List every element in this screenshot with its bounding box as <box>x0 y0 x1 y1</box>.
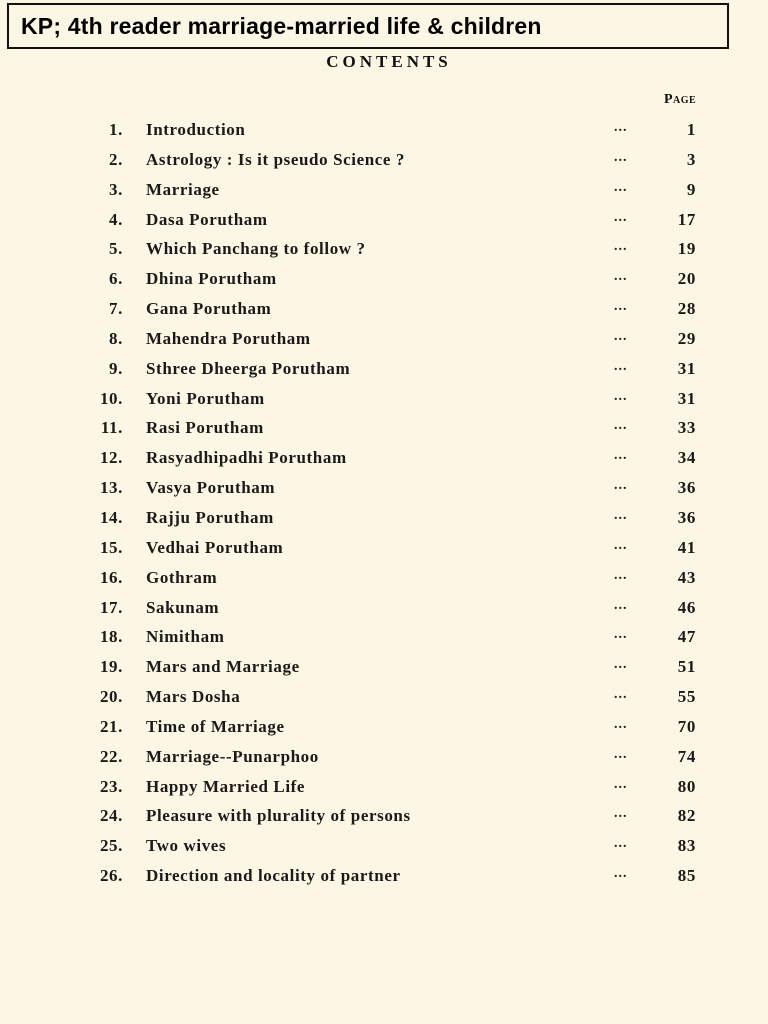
toc-entry-title: Two wives <box>146 836 227 856</box>
toc-entry-leader: ... <box>614 836 628 852</box>
toc-entry-page: 36 <box>677 478 696 498</box>
toc-entry-page: 55 <box>677 687 696 707</box>
toc-entry-page: 74 <box>677 746 696 766</box>
toc-entry-leader: ... <box>614 806 628 822</box>
toc-entry-number: 19. <box>99 657 123 677</box>
toc-entry-number: 4. <box>109 209 123 229</box>
toc-entry <box>0 386 768 416</box>
toc-entry-leader: ... <box>614 448 628 464</box>
toc-entry <box>0 207 768 237</box>
toc-entry-leader: ... <box>614 209 628 225</box>
toc-entry-number: 22. <box>99 746 123 766</box>
toc-entry-leader: ... <box>614 567 628 583</box>
title-box <box>7 3 729 49</box>
toc-entry-page: 1 <box>686 120 696 139</box>
toc-entry-page: 9 <box>686 179 696 199</box>
toc-entry-leader: ... <box>614 746 628 762</box>
toc-entry-title: Gothram <box>146 567 218 587</box>
toc-entry-page: 83 <box>677 836 696 856</box>
toc-entry-leader: ... <box>614 716 628 732</box>
toc-entry-leader: ... <box>614 507 628 523</box>
toc-entry-leader: ... <box>614 776 628 792</box>
toc-entry-leader: ... <box>614 866 628 882</box>
toc-entry-page: 3 <box>686 149 696 169</box>
toc-entry-page: 82 <box>677 806 696 826</box>
toc-entry-number: 14. <box>99 507 123 527</box>
toc-entry-title: Sthree Dheerga Porutham <box>146 358 351 378</box>
toc-entry-leader: ... <box>614 687 628 703</box>
toc-entry-title: Time of Marriage <box>146 716 285 736</box>
toc-entry-number: 24. <box>99 806 123 826</box>
toc-entry-title: Marriage <box>146 179 220 199</box>
toc-entry-title: Introduction <box>146 120 246 139</box>
toc-entry-leader: ... <box>614 358 628 374</box>
toc-entry-page: 17 <box>677 209 696 229</box>
toc-entry-title: Mars Dosha <box>146 687 241 707</box>
toc-entry-page: 33 <box>677 418 696 438</box>
toc-entry-title: Rasyadhipadhi Porutham <box>146 448 347 468</box>
toc-entry-number: 7. <box>109 299 123 319</box>
toc-entry-leader: ... <box>614 149 628 165</box>
toc-entry-title: Rajju Porutham <box>146 507 274 527</box>
toc-entry-number: 12. <box>99 448 123 468</box>
toc-entry <box>0 266 768 296</box>
toc-entry-title: Which Panchang to follow ? <box>146 239 366 259</box>
toc-entry <box>0 505 768 535</box>
toc-entry-number: 11. <box>100 418 123 438</box>
page-title: KP; 4th reader marriage-married life & children <box>21 12 542 39</box>
toc-entry-page: 85 <box>677 866 696 886</box>
toc-entry <box>0 863 768 893</box>
toc-entry-page: 46 <box>677 597 696 617</box>
toc-entry <box>0 177 768 207</box>
toc-entry <box>0 774 768 804</box>
toc-entry-title: Dasa Porutham <box>146 209 268 229</box>
toc-entry <box>0 744 768 774</box>
toc-entry-title: Mahendra Porutham <box>146 328 311 348</box>
toc-entry <box>0 147 768 177</box>
toc-entry <box>0 535 768 565</box>
toc-entry-number: 25. <box>99 836 123 856</box>
toc-entry-leader: ... <box>614 627 628 643</box>
toc-entry-title: Nimitham <box>146 627 225 647</box>
toc-entry-number: 3. <box>109 179 123 199</box>
toc-entry-number: 6. <box>109 269 123 289</box>
toc-entry-number: 16. <box>99 567 123 587</box>
toc-entry-number: 1. <box>109 120 123 139</box>
toc-entry-number: 18. <box>99 627 123 647</box>
toc-entry-page: 36 <box>677 507 696 527</box>
table-of-contents <box>0 117 768 893</box>
toc-entry-page: 51 <box>677 657 696 677</box>
toc-entry-leader: ... <box>614 657 628 673</box>
toc-entry <box>0 714 768 744</box>
toc-entry-page: 34 <box>677 448 696 468</box>
toc-entry-page: 70 <box>677 716 696 736</box>
toc-entry-title: Marriage--Punarphoo <box>146 746 319 766</box>
toc-entry-title: Direction and locality of partner <box>146 866 401 886</box>
toc-entry <box>0 415 768 445</box>
toc-entry-number: 13. <box>99 478 123 498</box>
toc-entry-number: 10. <box>99 388 123 408</box>
toc-entry-leader: ... <box>614 478 628 494</box>
page-column-heading: Page <box>664 92 697 107</box>
toc-entry-leader: ... <box>614 597 628 613</box>
toc-entry <box>0 326 768 356</box>
toc-entry <box>0 475 768 505</box>
toc-entry-title: Sakunam <box>146 597 220 617</box>
toc-entry <box>0 356 768 386</box>
toc-entry-title: Mars and Marriage <box>146 657 300 677</box>
toc-entry <box>0 117 768 147</box>
toc-entry-title: Astrology : Is it pseudo Science ? <box>146 149 406 169</box>
toc-entry <box>0 595 768 625</box>
toc-entry <box>0 803 768 833</box>
toc-entry-page: 20 <box>677 269 696 289</box>
toc-entry-title: Gana Porutham <box>146 299 272 319</box>
toc-entry-number: 20. <box>99 687 123 707</box>
toc-entry-page: 31 <box>677 388 696 408</box>
toc-entry-title: Dhina Porutham <box>146 269 277 289</box>
toc-entry-page: 31 <box>677 358 696 378</box>
toc-entry-title: Pleasure with plurality of persons <box>146 806 411 826</box>
toc-entry-page: 47 <box>677 627 696 647</box>
toc-entry-leader: ... <box>614 239 628 255</box>
toc-entry-number: 23. <box>99 776 123 796</box>
toc-entry-title: Vasya Porutham <box>146 478 276 498</box>
toc-entry-leader: ... <box>614 388 628 404</box>
toc-entry-title: Happy Married Life <box>146 776 306 796</box>
toc-entry-number: 2. <box>109 149 123 169</box>
toc-entry-leader: ... <box>614 418 628 434</box>
toc-entry-page: 41 <box>677 537 696 557</box>
toc-entry-number: 17. <box>99 597 123 617</box>
toc-entry-page: 29 <box>677 328 696 348</box>
toc-entry-leader: ... <box>614 299 628 315</box>
contents-heading: CONTENTS <box>326 52 452 71</box>
toc-entry-title: Vedhai Porutham <box>146 537 284 557</box>
toc-entry-number: 9. <box>109 358 123 378</box>
toc-entry <box>0 296 768 326</box>
toc-entry <box>0 833 768 863</box>
toc-entry-leader: ... <box>614 179 628 195</box>
toc-entry <box>0 624 768 654</box>
toc-entry <box>0 236 768 266</box>
toc-entry-leader: ... <box>614 328 628 344</box>
toc-entry-page: 19 <box>677 239 696 259</box>
toc-entry-leader: ... <box>614 269 628 285</box>
toc-entry-title: Rasi Porutham <box>146 418 264 438</box>
toc-entry-page: 80 <box>677 776 696 796</box>
toc-entry-page: 43 <box>677 567 696 587</box>
toc-entry <box>0 654 768 684</box>
toc-entry-number: 5. <box>109 239 123 259</box>
toc-entry <box>0 565 768 595</box>
toc-entry-number: 21. <box>99 716 123 736</box>
toc-entry <box>0 445 768 475</box>
toc-entry-leader: ... <box>614 537 628 553</box>
toc-entry-title: Yoni Porutham <box>146 388 265 408</box>
toc-entry-number: 26. <box>99 866 123 886</box>
toc-entry-number: 8. <box>109 328 123 348</box>
toc-entry-leader: ... <box>614 120 628 135</box>
toc-entry <box>0 684 768 714</box>
toc-entry-number: 15. <box>99 537 123 557</box>
toc-entry-page: 28 <box>677 299 696 319</box>
